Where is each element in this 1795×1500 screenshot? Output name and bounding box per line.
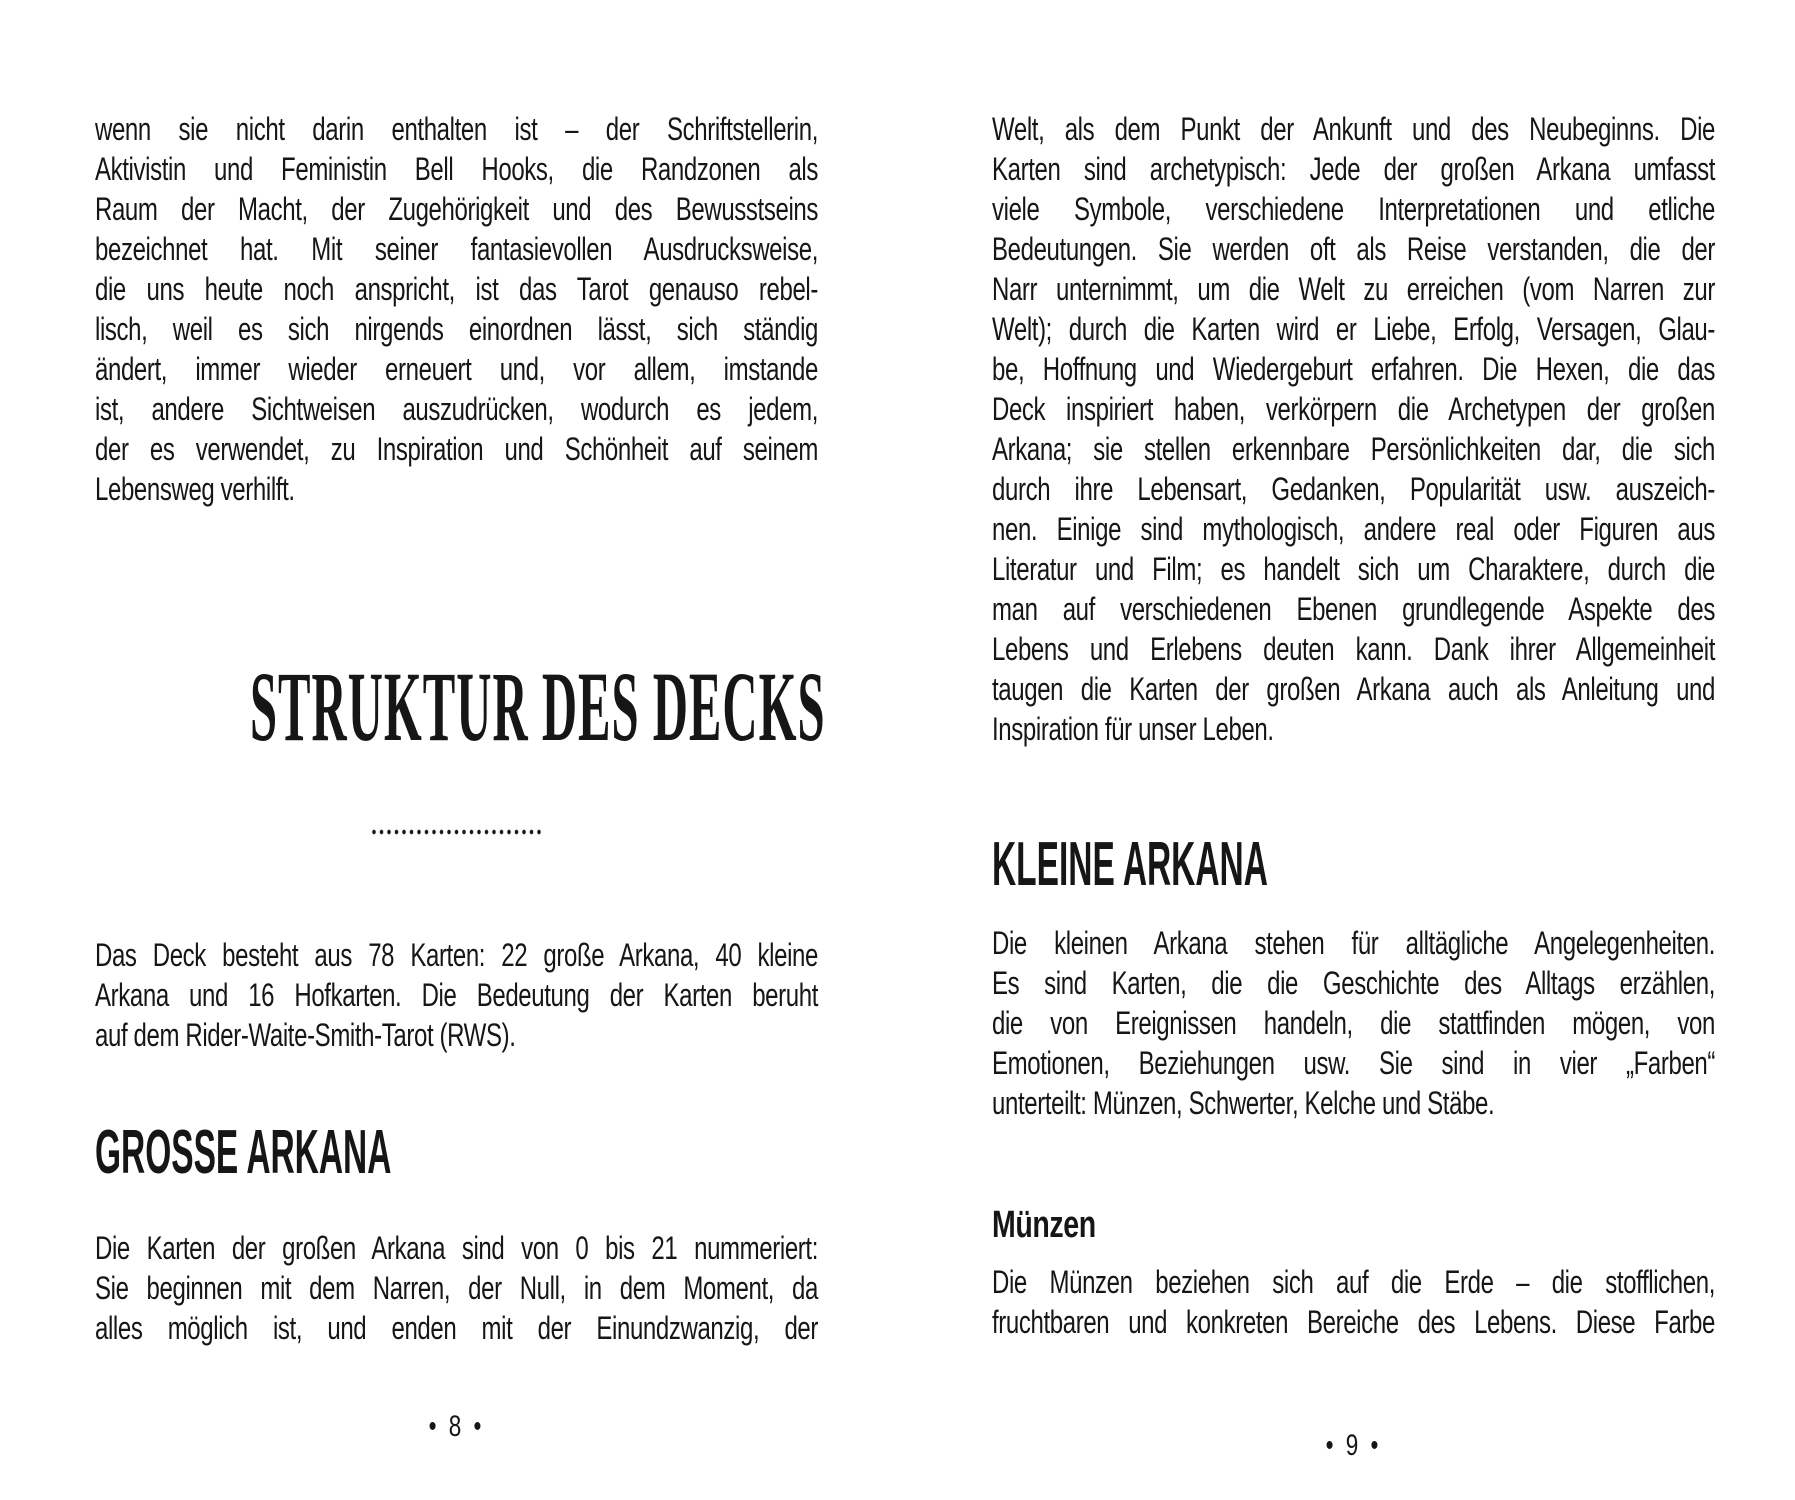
subheading-muenzen: Münzen: [992, 1204, 1096, 1246]
text-line: Die Karten der großen Arkana sind von 0 bis 21 nummeriert:: [95, 1230, 818, 1266]
text-line: lisch, weil es sich nirgends einordnen lässt, sich ständig: [95, 311, 818, 347]
text-line: wenn sie nicht darin enthalten ist – der Schriftstellerin,: [95, 111, 818, 147]
text-line: Welt, als dem Punkt der Ankunft und des Neubeginns. Die: [992, 111, 1715, 147]
paragraph: [992, 923, 1715, 1123]
text-line: ist, andere Sichtweisen auszudrücken, wodurch es jedem,: [95, 391, 818, 427]
text-line: bezeichnet hat. Mit seiner fantasievollen Ausdrucksweise,: [95, 231, 818, 267]
paragraph: [992, 109, 1715, 749]
text-line: man auf verschiedenen Ebenen grundlegende Aspekte des: [992, 591, 1715, 627]
text-line: Deck inspiriert haben, verkörpern die Archetypen der großen: [992, 391, 1715, 427]
text-line: Das Deck besteht aus 78 Karten: 22 große Arkana, 40 kleine: [95, 937, 818, 973]
text-line: Die Münzen beziehen sich auf die Erde – die stofflichen,: [992, 1264, 1715, 1300]
text-line: taugen die Karten der großen Arkana auch als Anleitung und: [992, 671, 1715, 707]
text-line: Arkana; sie stellen erkennbare Persönlichkeiten dar, die sich: [992, 431, 1715, 467]
paragraph: [95, 109, 818, 509]
section-title-text: STRUKTUR DES DECKS: [249, 651, 826, 762]
heading-text: KLEINE ARKANA: [992, 830, 1268, 899]
text-line: viele Symbole, verschiedene Interpretationen und etliche: [992, 191, 1715, 227]
text-line: Es sind Karten, die die Geschichte des Alltags erzählen,: [992, 965, 1715, 1001]
text-line: Aktivistin und Feministin Bell Hooks, die Randzonen als: [95, 151, 818, 187]
text-line: Narr unternimmt, um die Welt zu erreichen (vom Narren zur: [992, 271, 1715, 307]
page-8-text-column: [95, 0, 826, 1443]
text-line: Die kleinen Arkana stehen für alltägliche Angelegenheiten.: [992, 925, 1715, 961]
page-9-text-column: [992, 0, 1715, 1461]
text-line: der es verwendet, zu Inspiration und Schönheit auf seinem: [95, 431, 818, 467]
dotted-divider: [370, 829, 543, 835]
page-number-9: • 9 •: [1325, 1429, 1382, 1462]
text-line: die uns heute noch anspricht, ist das Tarot genauso rebel-: [95, 271, 818, 307]
paragraph: [95, 1228, 818, 1348]
text-line: Bedeutungen. Sie werden oft als Reise verstanden, die der: [992, 231, 1715, 267]
heading-text: GROSSE ARKANA: [95, 1118, 392, 1187]
text-line: Karten sind archetypisch: Jede der großen Arkana umfasst: [992, 151, 1715, 187]
text-line: ändert, immer wieder erneuert und, vor allem, imstande: [95, 351, 818, 387]
text-line: Lebensweg verhilft.: [95, 471, 295, 507]
text-line: Raum der Macht, der Zugehörigkeit und des Bewusstseins: [95, 191, 818, 227]
section-title: [95, 651, 826, 762]
page-number-8: • 8 •: [428, 1410, 485, 1443]
text-line: nen. Einige sind mythologisch, andere real oder Figuren aus: [992, 511, 1715, 547]
text-line: Lebens und Erlebens deuten kann. Dank ihrer Allgemeinheit: [992, 631, 1715, 667]
paragraph: [95, 935, 818, 1055]
heading-kleine-arkana: [992, 830, 1715, 899]
text-line: fruchtbaren und konkreten Bereiche des Lebens. Diese Farbe: [992, 1304, 1715, 1340]
text-line: be, Hoffnung und Wiedergeburt erfahren. Die Hexen, die das: [992, 351, 1715, 387]
heading-grosse-arkana: [95, 1118, 818, 1187]
text-line: auf dem Rider-Waite-Smith-Tarot (RWS).: [95, 1017, 516, 1053]
text-line: die von Ereignissen handeln, die stattfinden mögen, von: [992, 1005, 1715, 1041]
text-line: Arkana und 16 Hofkarten. Die Bedeutung der Karten beruht: [95, 977, 818, 1013]
text-line: alles möglich ist, und enden mit der Einundzwanzig, der: [95, 1310, 818, 1346]
text-line: Literatur und Film; es handelt sich um Charaktere, durch die: [992, 551, 1715, 587]
text-line: durch ihre Lebensart, Gedanken, Popularität usw. auszeich-: [992, 471, 1715, 507]
text-line: unterteilt: Münzen, Schwerter, Kelche und Stäbe.: [992, 1085, 1495, 1121]
text-line: Sie beginnen mit dem Narren, der Null, in dem Moment, da: [95, 1270, 818, 1306]
text-line: Welt); durch die Karten wird er Liebe, Erfolg, Versagen, Glau-: [992, 311, 1715, 347]
text-line: Emotionen, Beziehungen usw. Sie sind in vier „Farben“: [992, 1045, 1715, 1081]
text-line: Inspiration für unser Leben.: [992, 711, 1274, 747]
paragraph: [992, 1262, 1715, 1342]
